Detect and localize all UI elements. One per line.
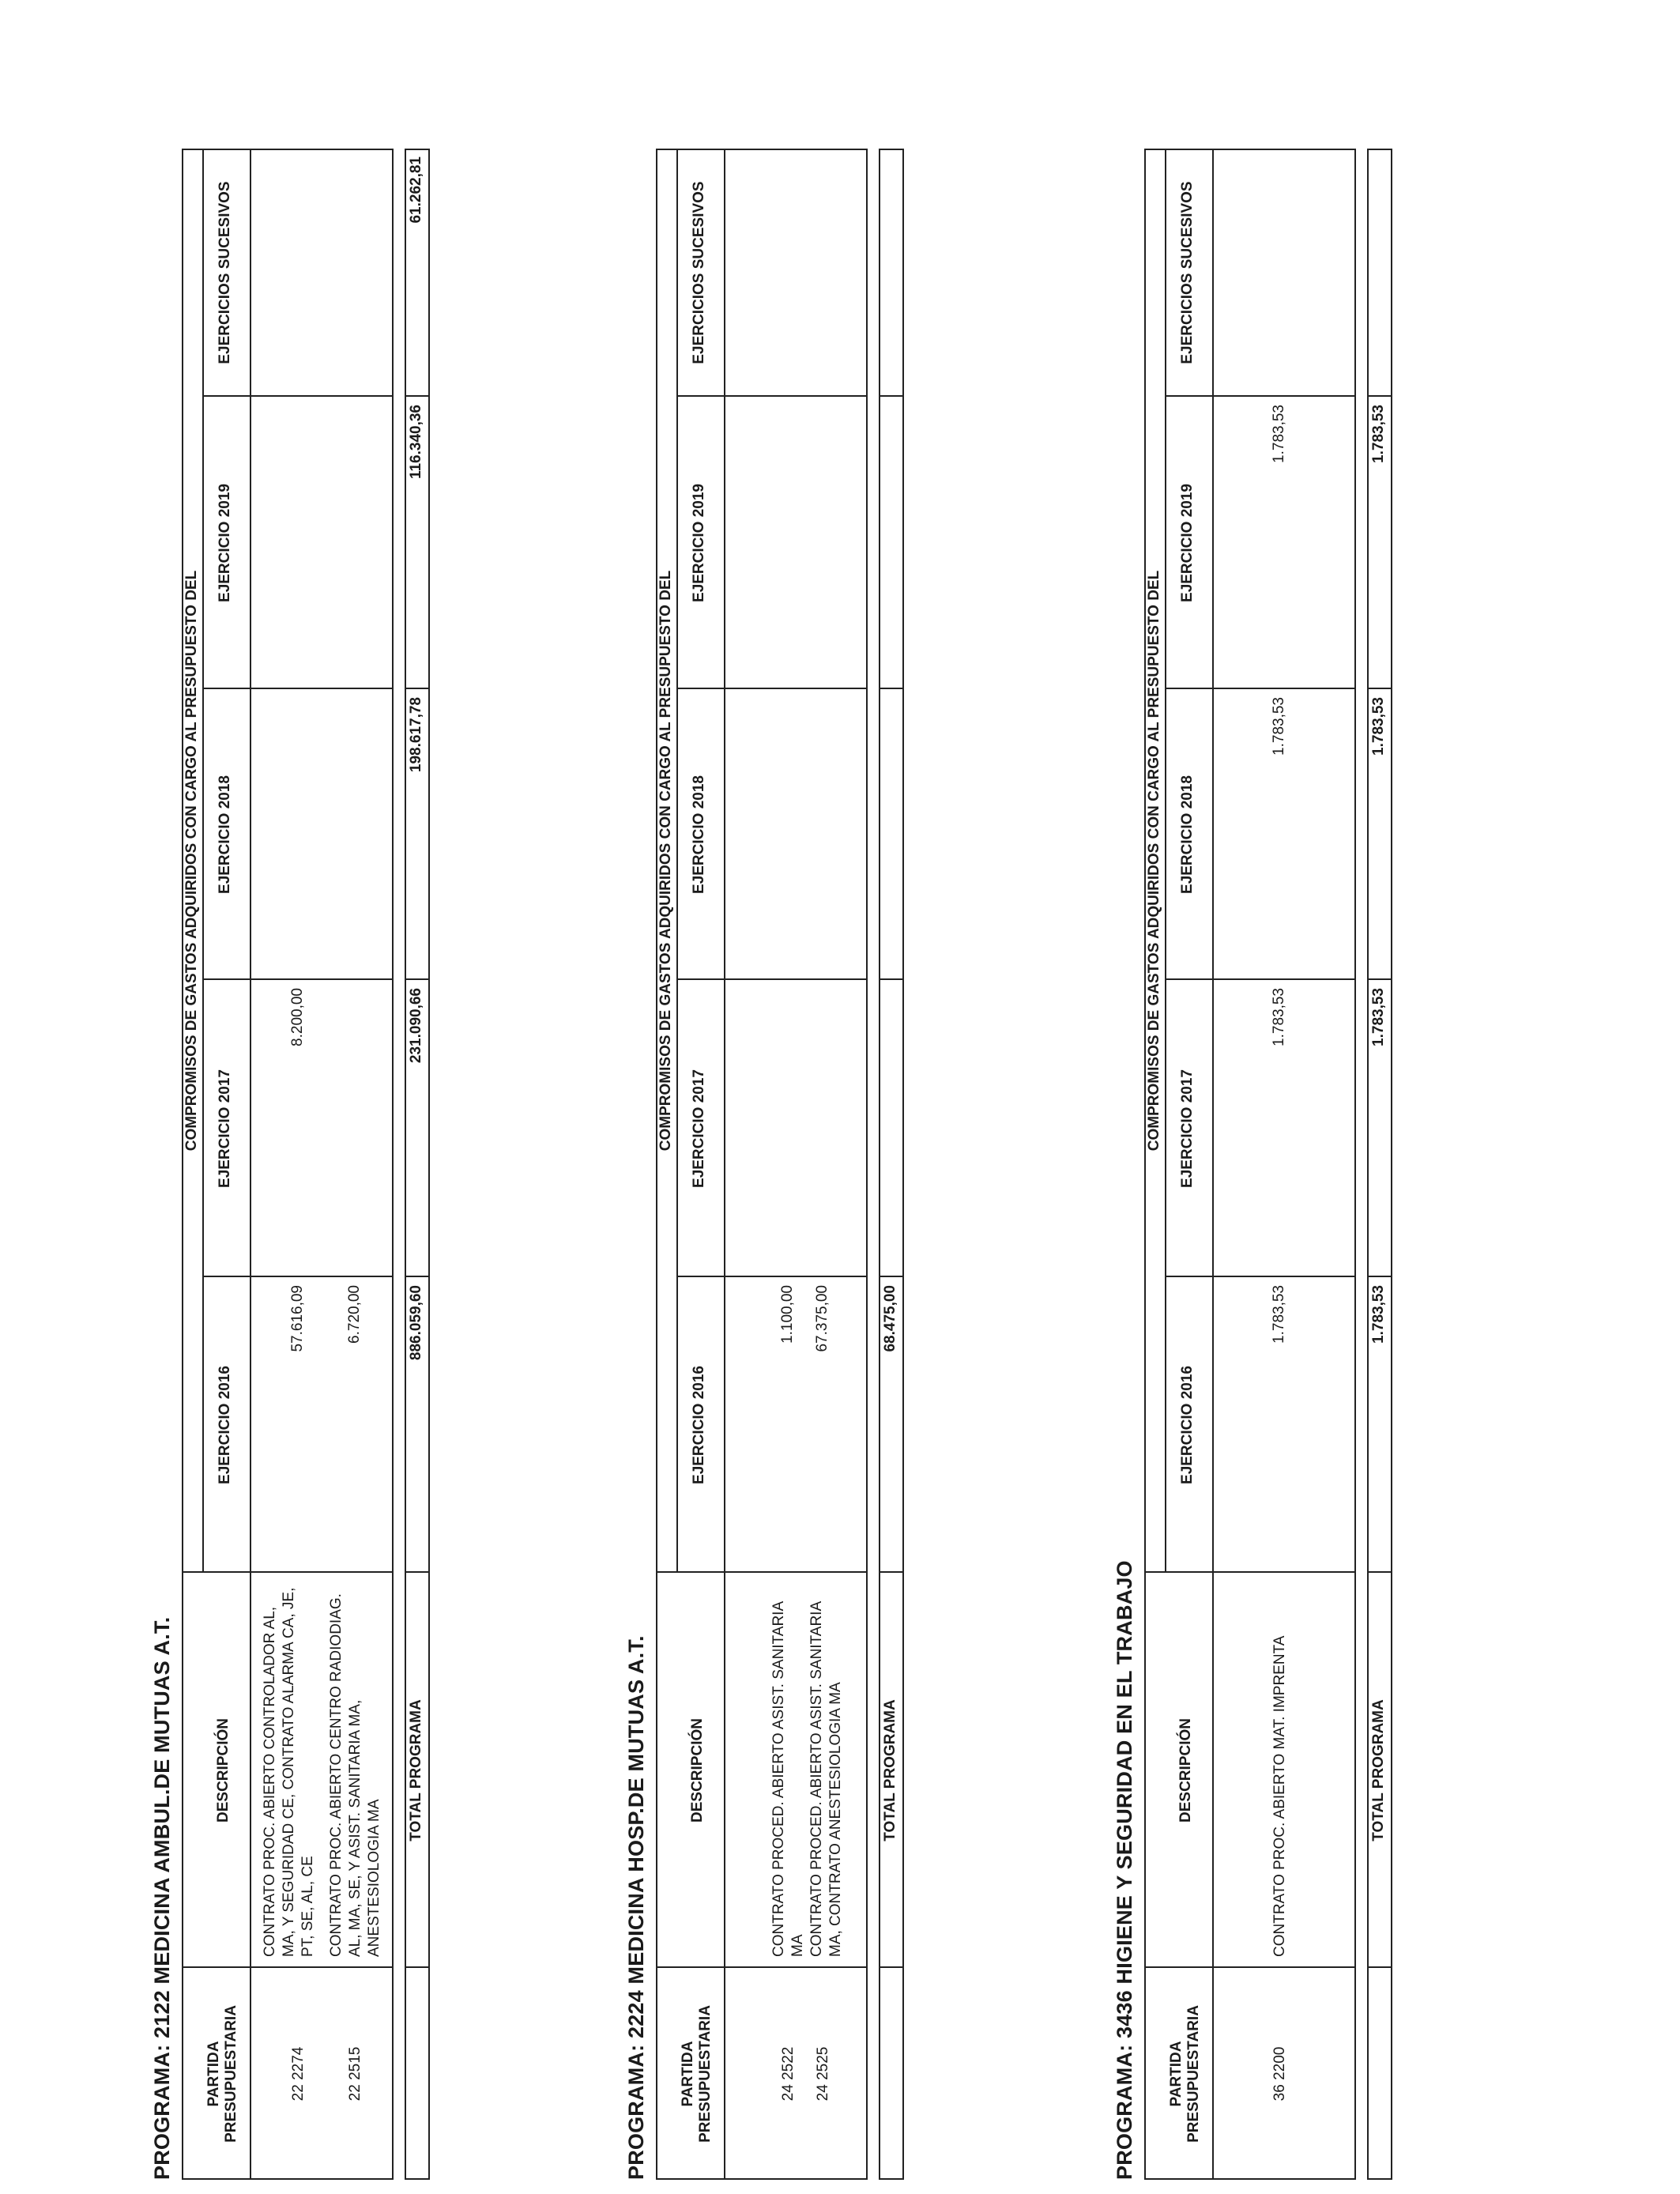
row-partida: 22 2515 <box>347 2046 363 2102</box>
total-label: TOTAL PROGRAMA <box>1370 1699 1387 1842</box>
program-title: PROGRAMA: 2122 MEDICINA AMBUL.DE MUTUAS A.T. <box>150 1616 174 2180</box>
header-ej2017: EJERCICIO 2017 <box>217 1069 233 1188</box>
header-sucesivos: EJERCICIOS SUCESIVOS <box>691 181 707 364</box>
total-sucesivos: 61.262,81 <box>408 156 424 224</box>
header-partida: PARTIDA PRESUPUESTARIA <box>1168 2005 1202 2143</box>
row-ej2016: 67.375,00 <box>814 1285 831 1352</box>
row-ej2016: 57.616,09 <box>289 1285 306 1352</box>
header-compromisos: COMPROMISOS DE GASTOS ADQUIRIDOS CON CARGO AL PRESUPUESTO DEL <box>657 570 674 1152</box>
header-ej2017: EJERCICIO 2017 <box>1179 1069 1196 1188</box>
program-table <box>1144 149 1356 2180</box>
total-ej2016: 1.783,53 <box>1370 1285 1387 1344</box>
header-ej2019: EJERCICIO 2019 <box>691 484 707 602</box>
header-compromisos: COMPROMISOS DE GASTOS ADQUIRIDOS CON CARGO AL PRESUPUESTO DEL <box>1146 570 1162 1152</box>
header-ej2016: EJERCICIO 2016 <box>691 1366 707 1484</box>
total-label: TOTAL PROGRAMA <box>882 1699 898 1842</box>
total-ej2018: 198.617,78 <box>408 697 424 773</box>
total-ej2018: 1.783,53 <box>1370 697 1387 756</box>
row-ej2017: 8.200,00 <box>289 988 306 1046</box>
header-ej2018: EJERCICIO 2018 <box>691 775 707 894</box>
row-ej2016: 1.783,53 <box>1271 1285 1287 1344</box>
header-partida: PARTIDA PRESUPUESTARIA <box>205 2005 239 2143</box>
header-descripcion: DESCRIPCIÓN <box>215 1718 232 1823</box>
total-ej2016: 68.475,00 <box>882 1285 898 1352</box>
row-descripcion: CONTRATO PROC. ABIERTO MAT. IMPRENTA <box>1271 1635 1288 1957</box>
total-label: TOTAL PROGRAMA <box>408 1699 424 1842</box>
header-sucesivos: EJERCICIOS SUCESIVOS <box>1179 181 1196 364</box>
header-ej2019: EJERCICIO 2019 <box>1179 484 1196 602</box>
total-ej2017: 1.783,53 <box>1370 988 1387 1046</box>
total-ej2016: 886.059,60 <box>408 1285 424 1361</box>
program-title: PROGRAMA: 2224 MEDICINA HOSP.DE MUTUAS A.T. <box>624 1635 648 2180</box>
total-ej2017: 231.090,66 <box>408 988 424 1064</box>
row-ej2016: 6.720,00 <box>346 1285 363 1344</box>
header-descripcion: DESCRIPCIÓN <box>1177 1718 1194 1823</box>
header-ej2017: EJERCICIO 2017 <box>691 1069 707 1188</box>
row-ej2016: 1.100,00 <box>779 1285 796 1344</box>
row-descripcion: CONTRATO PROCED. ABIERTO ASIST. SANITARIA MA, CONTRATO ANESTESIOLOGIA MA <box>808 1601 844 1957</box>
header-sucesivos: EJERCICIOS SUCESIVOS <box>217 181 233 364</box>
header-ej2016: EJERCICIO 2016 <box>1179 1366 1196 1484</box>
header-ej2018: EJERCICIO 2018 <box>1179 775 1196 894</box>
total-ej2019: 1.783,53 <box>1370 405 1387 463</box>
header-ej2018: EJERCICIO 2018 <box>217 775 233 894</box>
row-descripcion: CONTRATO PROC. ABIERTO CENTRO RADIODIAG. AL, MA, SE, Y ASIST. SANITARIA MA, ANESTESIOLOGIA MA <box>328 1593 382 1957</box>
row-partida: 24 2522 <box>780 2046 797 2102</box>
row-partida: 22 2274 <box>290 2046 307 2102</box>
header-ej2019: EJERCICIO 2019 <box>217 484 233 602</box>
header-descripcion: DESCRIPCIÓN <box>689 1718 706 1823</box>
header-partida: PARTIDA PRESUPUESTARIA <box>680 2005 714 2143</box>
row-partida: 36 2200 <box>1271 2046 1288 2102</box>
row-partida: 24 2525 <box>815 2046 831 2102</box>
row-descripcion: CONTRATO PROCED. ABIERTO ASIST. SANITARIA MA <box>770 1601 806 1957</box>
row-ej2018: 1.783,53 <box>1271 697 1287 756</box>
row-descripcion: CONTRATO PROC. ABIERTO CONTROLADOR AL, MA, Y SEGURIDAD CE, CONTRATO ALARMA CA, JE, PT, SE, AL, CE <box>262 1587 316 1957</box>
header-compromisos: COMPROMISOS DE GASTOS ADQUIRIDOS CON CARGO AL PRESUPUESTO DEL <box>183 570 200 1152</box>
row-ej2017: 1.783,53 <box>1271 988 1287 1046</box>
header-ej2016: EJERCICIO 2016 <box>217 1366 233 1484</box>
program-title: PROGRAMA: 3436 HIGIENE Y SEGURIDAD EN EL TRABAJO <box>1113 1560 1136 2180</box>
row-ej2019: 1.783,53 <box>1271 405 1287 463</box>
total-ej2019: 116.340,36 <box>408 405 424 480</box>
